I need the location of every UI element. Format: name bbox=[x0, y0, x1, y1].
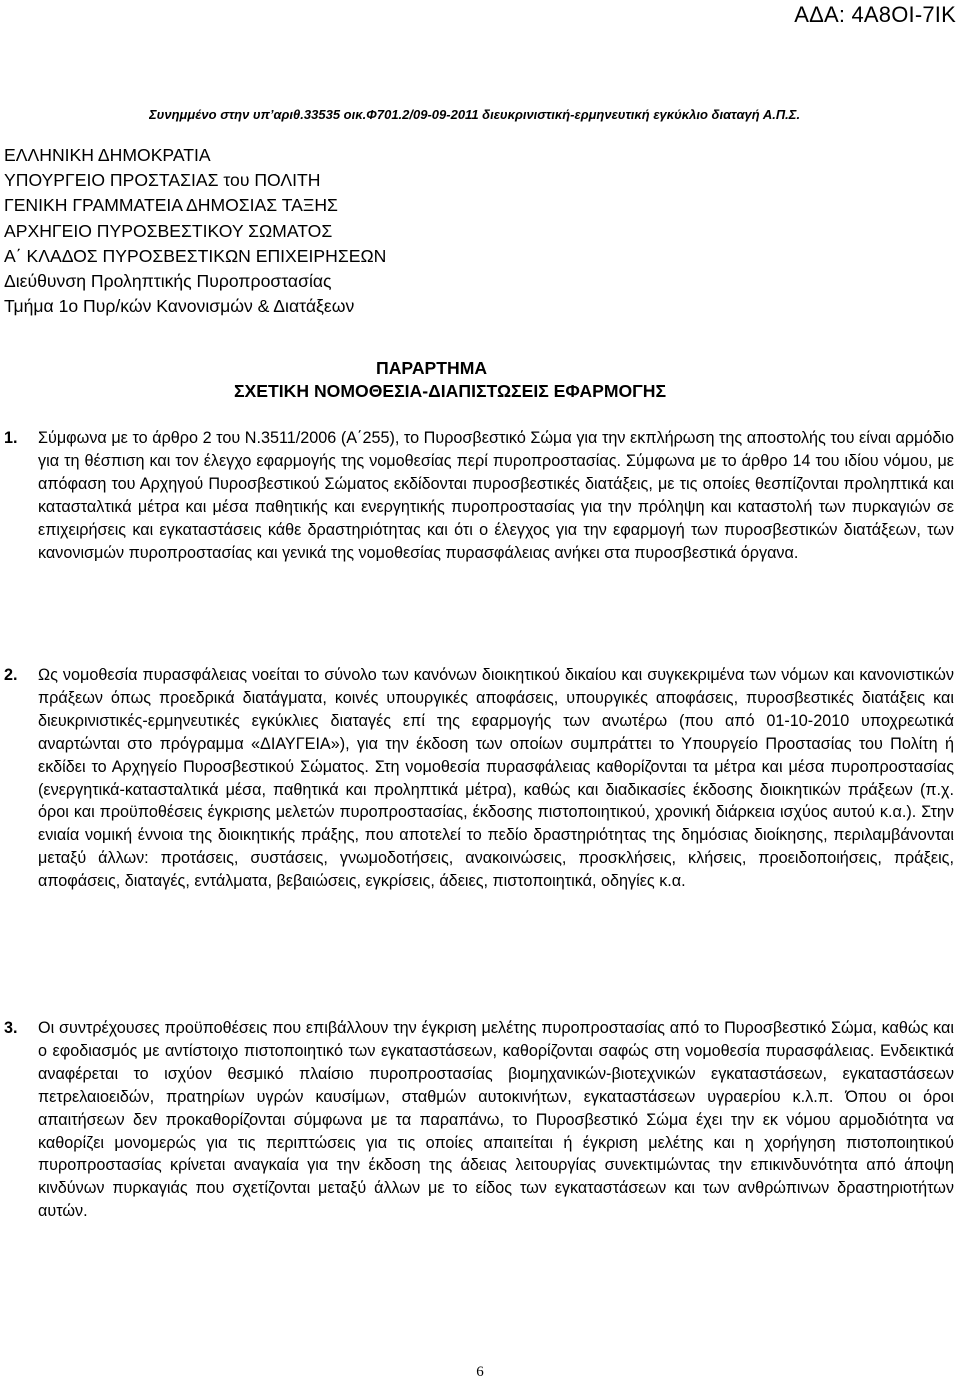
paragraph-2 bbox=[4, 664, 954, 893]
ada-code: ΑΔΑ: 4Α8ΟΙ-7ΙΚ bbox=[794, 2, 956, 27]
header-line-ministry: ΥΠΟΥΡΓΕΙΟ ΠΡΟΣΤΑΣΙΑΣ του ΠΟΛΙΤΗ bbox=[4, 170, 321, 191]
paragraph-text: Οι συντρέχουσες προϋποθέσεις που επιβάλλουν την έγκριση μελέτης πυροπροστασίας από το Πυροσβεστικό Σώμα, καθώς και ο εφοδιασμός με αντίστοιχο πιστοποιητικό των εγκαταστάσεων, καθορίζονται σαφώς στη νομοθεσία πυρασφάλειας. Ενδεικτικά αναφέρεται το ισχύον θεσμικό πλαίσιο πυροπροστασίας βιομηχανικών-βιοτεχνικών εγκαταστάσεων, εγκαταστάσεων πετρελαιοειδών, πρατηρίων υγρών καυσίμων, σταθμών αυτοκινήτων, εγκαταστάσεων υγραερίου κ.λ.π. Όπου οι όροι απαιτήσεων δεν προκαθορίζονται σύμφωνα με τα παραπάνω, το Πυροσβεστικό Σώμα έχει την εκ νόμου αρμοδιότητα να καθορίζει μονομερώς για τις περιπτώσεις για τις οποίες απαιτείται ή έγκριση μελέτης και η χορήγηση πιστοποιητικού πυροπροστασίας κρίνεται αναγκαία για την έκδοση της άδειας λειτουργίας συνεκτιμώντας την επικινδυνότητα από άποψη κινδύνων πυρκαγιάς που σχετίζονται μεταξύ άλλων με το είδος των εγκαταστάσεων και των ανθρώπινων δραστηριοτήτων αυτών. bbox=[38, 1019, 954, 1221]
appendix-subtitle: ΣΧΕΤΙΚΗ ΝΟΜΟΘΕΣΙΑ-ΔΙΑΠΙΣΤΩΣΕΙΣ ΕΦΑΡΜΟΓΗΣ bbox=[234, 381, 667, 401]
header-line-directorate: Διεύθυνση Προληπτικής Πυροπροστασίας bbox=[4, 271, 332, 292]
paragraph-text: Σύμφωνα με το άρθρο 2 του Ν.3511/2006 (Α΄255), το Πυροσβεστικό Σώμα για την εκπλήρωση της αποστολής του είναι αρμόδιο για τη θέσπιση και τον έλεγχο εφαρμογής της νομοθεσίας περί πυροπροστασίας. Σύμφωνα με το άρθρο 14 του ιδίου νόμου, με απόφαση του Αρχηγού Πυροσβεστικού Σώματος εκδίδονται πυροσβεστικές διατάξεις, με τις οποίες θεσπίζονται προληπτικά και κατασταλτικά μέτρα και μέσα παθητικής και ενεργητικής πυροπροστασίας για την πρόληψη και καταστολή των πυρκαγιών σε επιχειρήσεις και εγκαταστάσεις κάθε δραστηριότητας και ότι ο έλεγχος για την εφαρμογή των πυροσβεστικών διατάξεων, των κανονισμών πυροπροστασίας και γενικά της νομοθεσίας πυρασφάλειας ανήκει στα πυροσβεστικά όργανα. bbox=[38, 429, 954, 562]
header-line-branch: Α΄ ΚΛΑΔΟΣ ΠΥΡΟΣΒΕΣΤΙΚΩΝ ΕΠΙΧΕΙΡΗΣΕΩΝ bbox=[4, 245, 387, 266]
header-line-department: Τμήμα 1ο Πυρ/κών Κανονισμών & Διατάξεων bbox=[4, 296, 355, 317]
paragraph-number: 1. bbox=[4, 429, 18, 447]
page-number: 6 bbox=[476, 1364, 484, 1380]
appendix-heading bbox=[0, 357, 960, 403]
header-line-headquarters: ΑΡΧΗΓΕΙΟ ΠΥΡΟΣΒΕΣΤΙΚΟΥ ΣΩΜΑΤΟΣ bbox=[4, 220, 333, 241]
attachment-note: Συνημμένο στην υπ’αριθ.33535 οικ.Φ701.2/09-09-2011 διευκρινιστική-ερμηνευτική εγκύκλιο διαταγή Α.Π.Σ. bbox=[149, 107, 801, 122]
appendix-title: ΠΑΡΑΡΤΗΜΑ bbox=[376, 358, 488, 378]
paragraph-1 bbox=[4, 427, 954, 564]
paragraph-number: 2. bbox=[4, 666, 18, 684]
paragraph-3 bbox=[4, 1017, 954, 1223]
header-line-country: ΕΛΛΗΝΙΚΗ ΔΗΜΟΚΡΑΤΙΑ bbox=[4, 145, 211, 165]
paragraph-text: Ως νομοθεσία πυρασφάλειας νοείται το σύνολο των κανόνων διοικητικού δικαίου και συγκεκριμένα των νόμων και κανονιστικών πράξεων όπως προεδρικά διατάγματα, κοινές υπουργικές αποφάσεις, υπουργικές αποφάσεις, πυροσβεστικές διατάξεις και διευκρινιστικές-ερμηνευτικές εγκύκλιες διαταγές επί της εφαρμογής των ανωτέρω (που από 01-10-2010 υποχρεωτικά αναρτώνται στο πρόγραμμα «ΔΙΑΥΓΕΙΑ»), για την έκδοση των οποίων συμπράττει το Υπουργείο Προστασίας του Πολίτη ή εκδίδει το Αρχηγείο Πυροσβεστικού Σώματος. Στη νομοθεσία πυρασφάλειας καθορίζονται τα μέτρα και μέσα πυροπροστασίας (ενεργητικά-κατασταλτικά μέσα, παθητικά και προληπτικά μέτρα), καθώς και διαδικασίες έκδοσης διοικητικών πράξεων (π.χ. όροι και προϋποθέσεις έγκρισης μελετών πυροπροστασίας, έκδοσης πιστοποιητικού, χρονική διάρκεια ισχύος αυτού κ.α.). Στην ενιαία νομική έννοια της διοικητικής πράξης, που αποτελεί το πεδίο δραστηριότητας της δημόσιας διοίκησης, περιλαμβάνονται μεταξύ άλλων: προτάσεις, συστάσεις, γνωμοδοτήσεις, ανακοινώσεις, προσκλήσεις, κλήσεις, προειδοποιήσεις, πράξεις, αποφάσεις, διαταγές, εντάλματα, βεβαιώσεις, εγκρίσεις, άδειες, πιστοποιητικά, οδηγίες κ.α. bbox=[38, 666, 954, 891]
issuer-header bbox=[4, 143, 386, 319]
header-line-secretariat: ΓΕΝΙΚΗ ΓΡΑΜΜΑΤΕΙΑ ΔΗΜΟΣΙΑΣ ΤΑΞΗΣ bbox=[4, 195, 338, 216]
paragraph-number: 3. bbox=[4, 1019, 18, 1037]
